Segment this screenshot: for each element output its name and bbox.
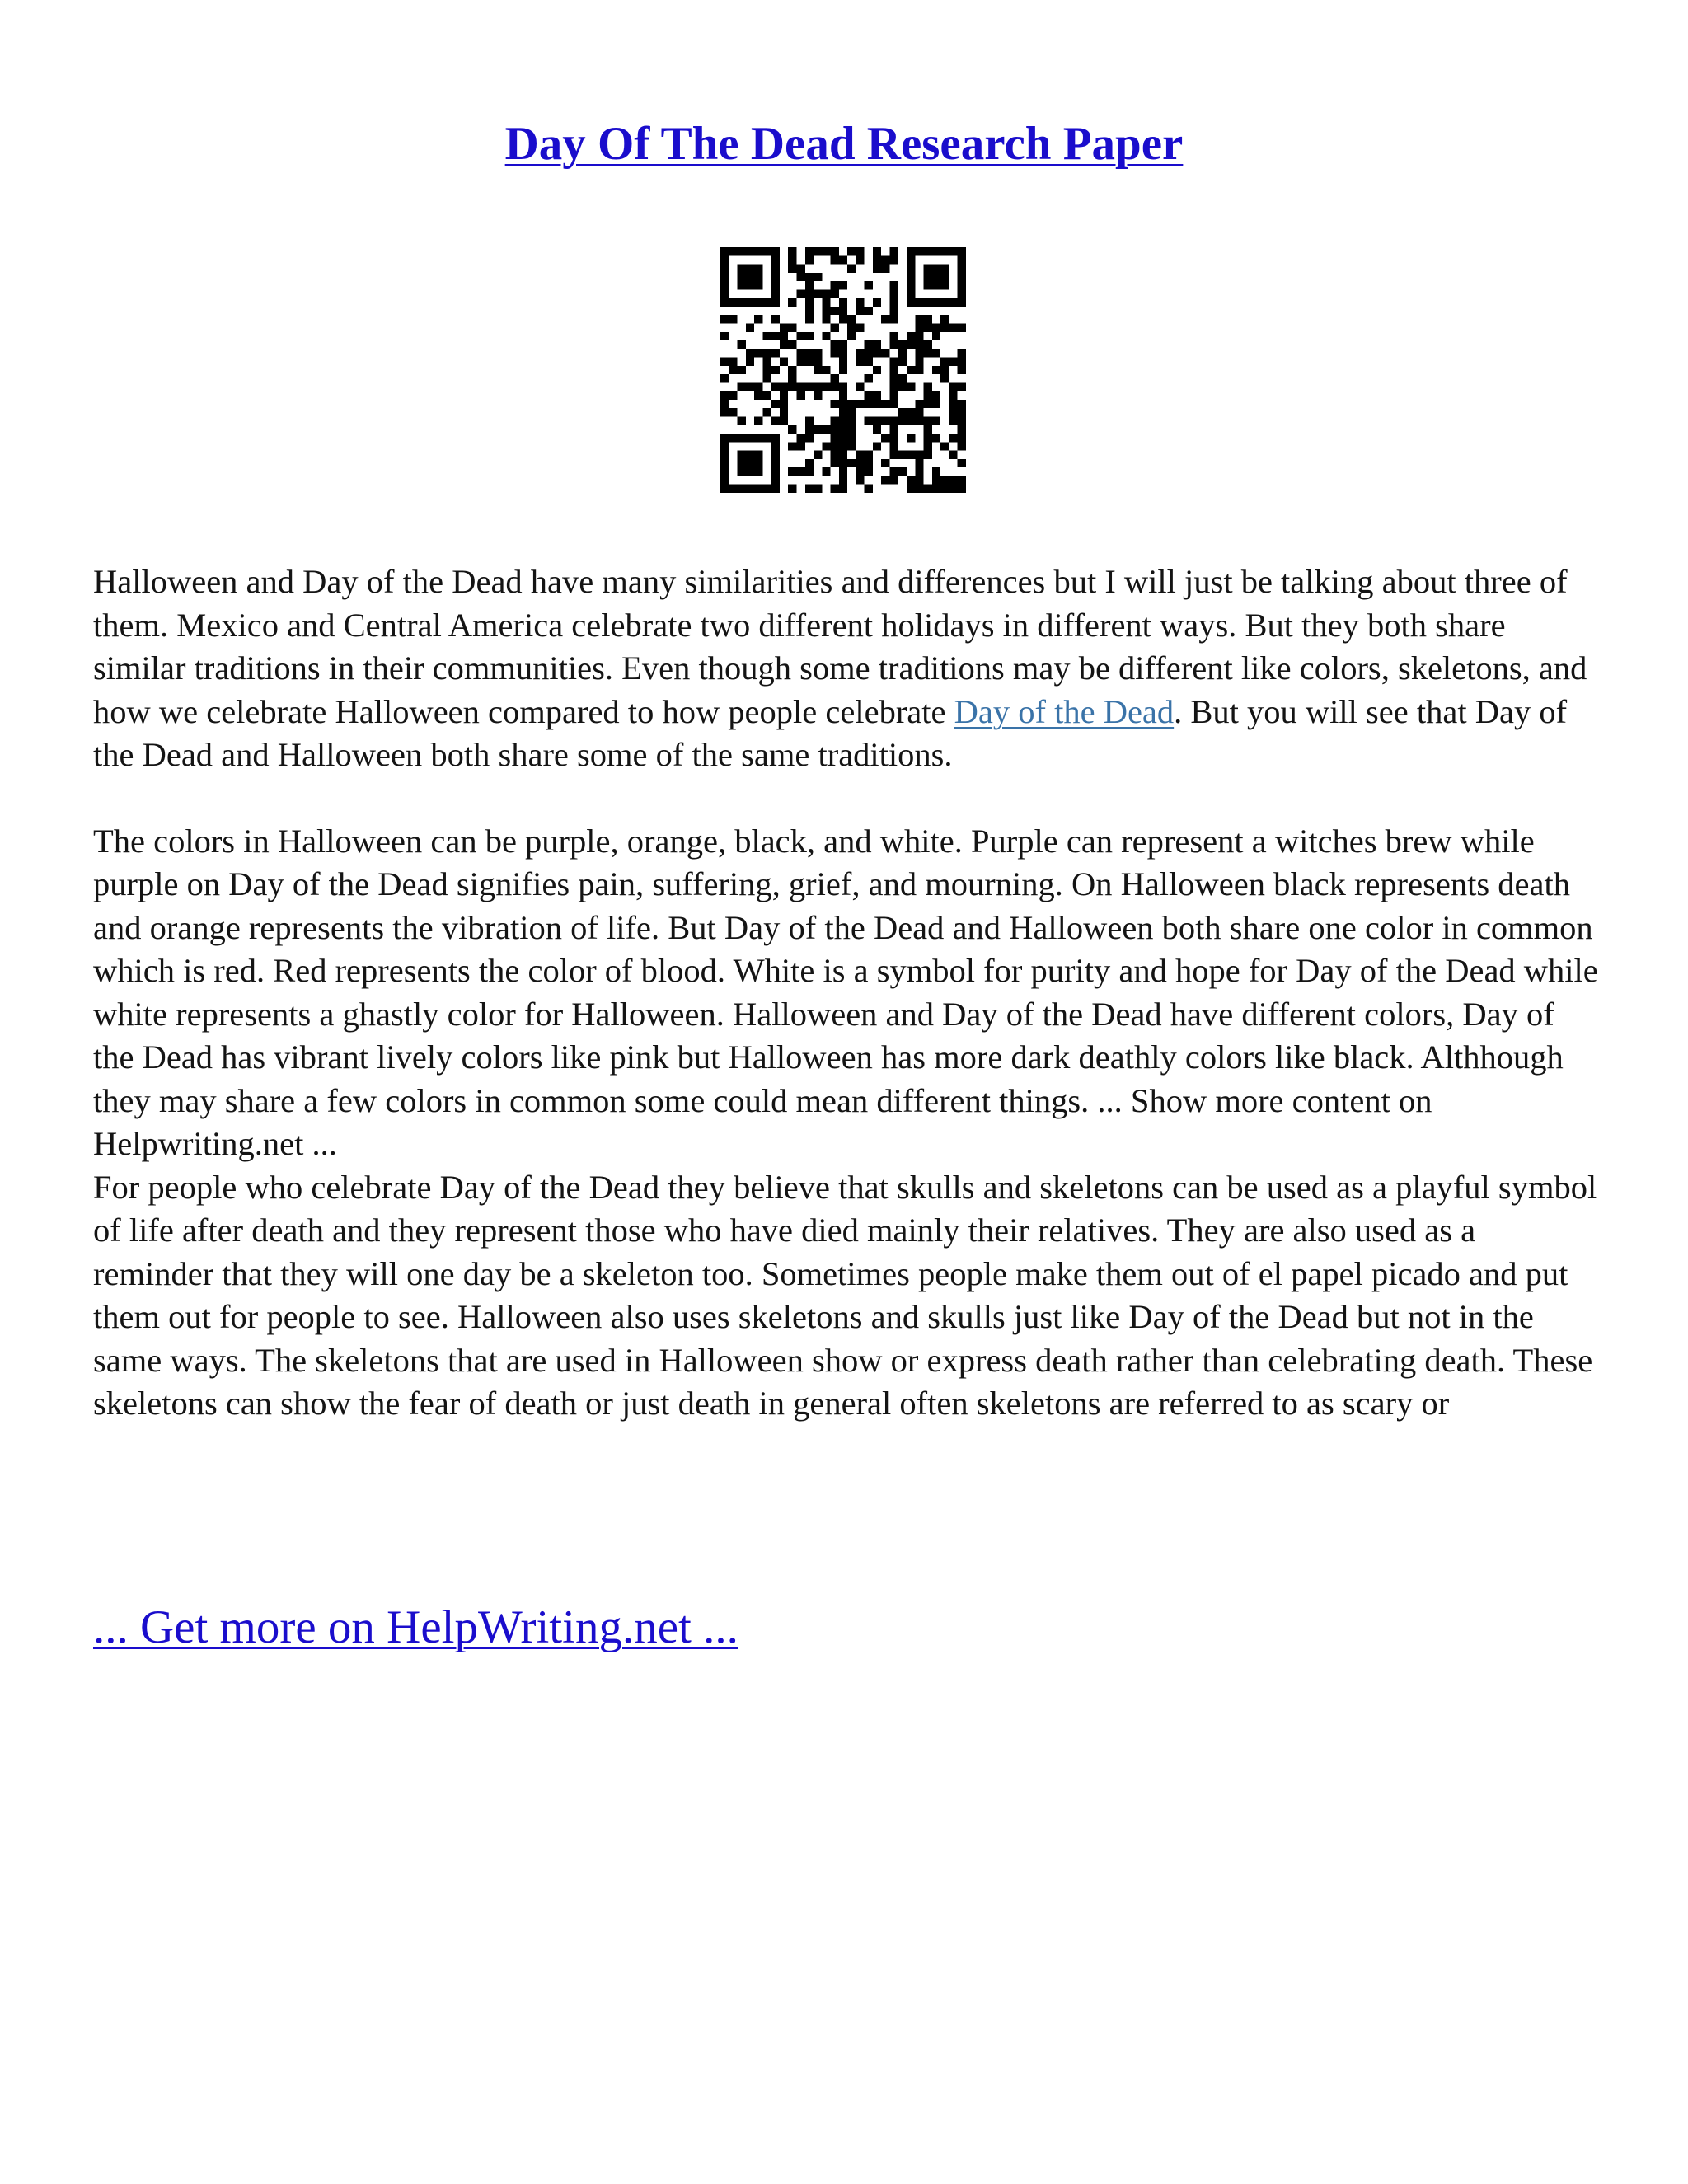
more-link-container xyxy=(93,1601,738,1654)
paragraph-colors: The colors in Halloween can be purple, orange, black, and white. Purple can represent a witches brew while purple on Day of the Dead signifies pain, suffering, grief, and mourning. On Halloween black represents death and orange represents the vibration of life. But Day of the Dead and Halloween both share one color in common which is red. Red represents the color of blood. White is a symbol for purity and hope for Day of the Dead while white represents a ghastly color for Halloween. Halloween and Day of the Dead have different colors, Day of the Dead has vibrant lively colors like pink but Halloween has more dark deathly colors like black. Althhough they may share a few colors in common some could mean different things. ... Show more content on Helpwriting.net ... xyxy=(93,822,1598,1162)
day-of-the-dead-link[interactable]: Day of the Dead xyxy=(954,692,1175,730)
paragraph-intro-text: Halloween and Day of the Dead have many similarities and differences but I will just be talking about three of them. Mexico and Central America celebrate two different holidays in different ways. But they both share similar traditions in their communities. Even though some traditions may be different like colors, skeletons, and how we celebrate Halloween compared to how people celebrate xyxy=(93,563,1587,730)
title-container xyxy=(0,117,1688,171)
article-body xyxy=(93,560,1603,1426)
page-title-link[interactable]: Day Of The Dead Research Paper xyxy=(504,118,1184,170)
get-more-link[interactable]: ... Get more on HelpWriting.net ... xyxy=(93,1601,738,1653)
paragraph-intro-tail: . But you will see that Day of the Dead and Halloween both share some of the same traditions. xyxy=(93,692,1568,773)
paragraph-intro xyxy=(93,560,1603,777)
paragraph-spacer xyxy=(93,777,1603,820)
qr-code-icon xyxy=(720,247,966,493)
paragraph-skeletons: For people who celebrate Day of the Dead they believe that skulls and skeletons can be used as a playful symbol of life after death and they represent those who have died mainly their relatives. They are also used as a reminder that they will one day be a skeleton too. Sometimes people make them out of el papel picado and put them out for people to see. Halloween also uses skeletons and skulls just like Day of the Dead but not in the same ways. The skeletons that are used in Halloween show or express death rather than celebrating death. These skeletons can show the fear of death or just death in general often skeletons are referred to as scary or xyxy=(93,1168,1597,1422)
